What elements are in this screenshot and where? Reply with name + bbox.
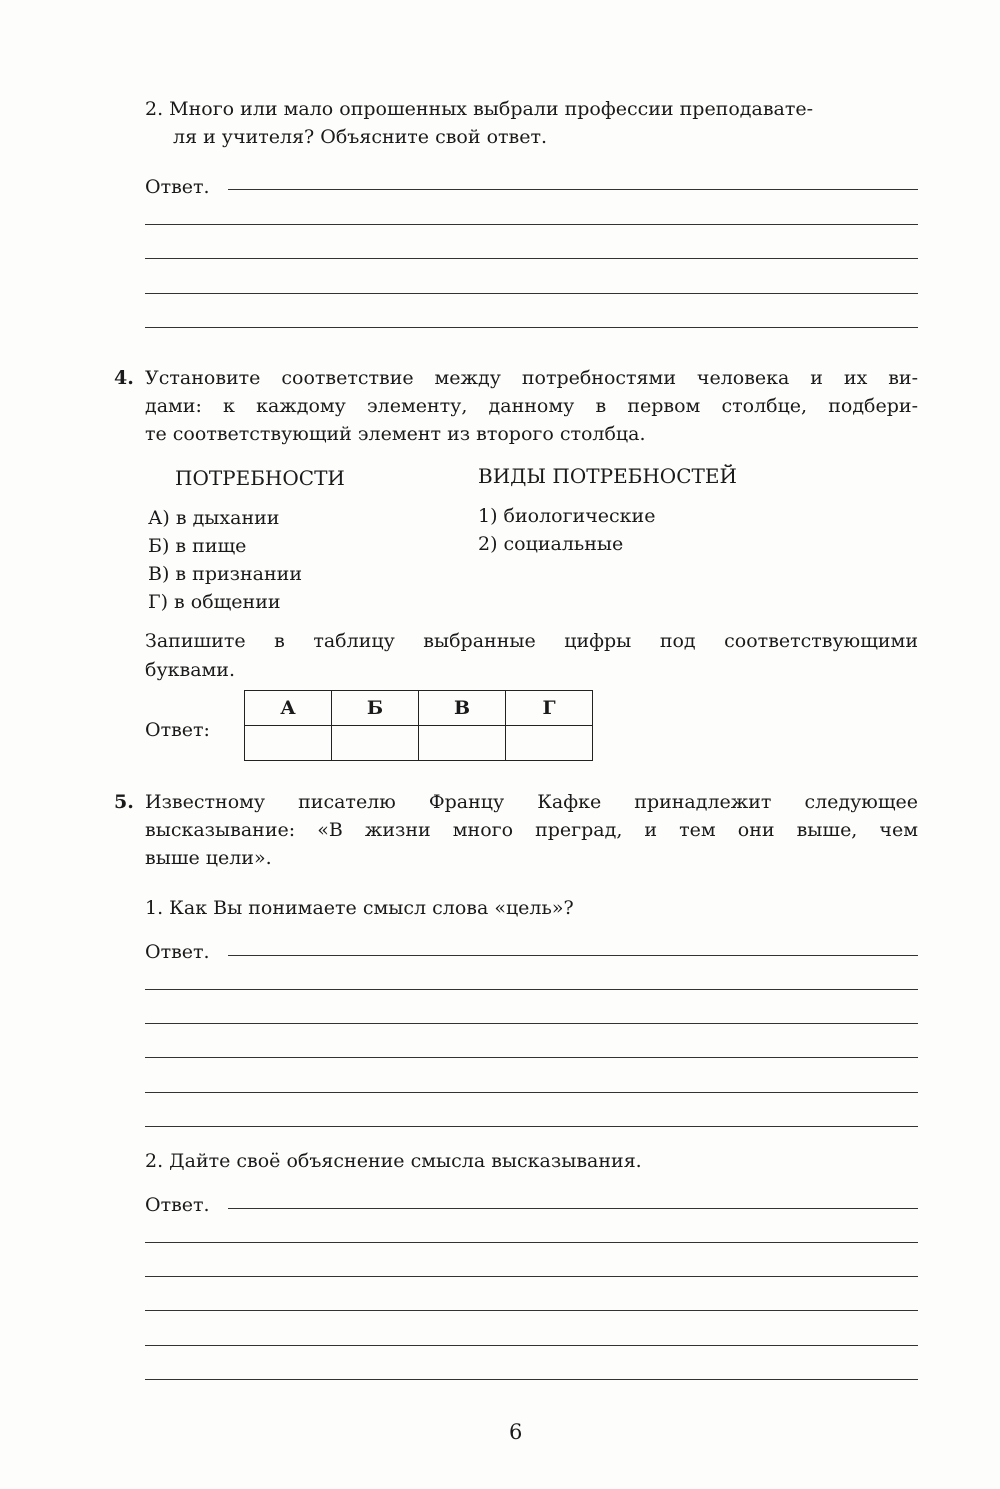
need-item: Б) в пище bbox=[148, 535, 247, 557]
answer-cell[interactable] bbox=[419, 726, 506, 761]
table-header: Б bbox=[332, 691, 419, 726]
answer-line[interactable] bbox=[145, 258, 918, 259]
answer-line[interactable] bbox=[145, 1276, 918, 1277]
q5-line2: высказывание: «В жизни много преград, и тем они выше, чем bbox=[145, 819, 918, 841]
need-item: Г) в общении bbox=[148, 591, 281, 613]
table-header: А bbox=[245, 691, 332, 726]
answer-line[interactable] bbox=[228, 955, 918, 956]
answer-line[interactable] bbox=[145, 1023, 918, 1024]
page-number: 6 bbox=[509, 1420, 523, 1444]
answer-line[interactable] bbox=[145, 293, 918, 294]
answer-line[interactable] bbox=[145, 224, 918, 225]
type-item: 2) социальные bbox=[478, 533, 624, 555]
col2-heading: ВИДЫ ПОТРЕБНОСТЕЙ bbox=[478, 464, 737, 488]
answer-label: Ответ. bbox=[145, 176, 210, 198]
answer-line[interactable] bbox=[145, 1242, 918, 1243]
answer-cell[interactable] bbox=[245, 726, 332, 761]
q5-line1: Известному писателю Францу Кафке принадлежит следующее bbox=[145, 791, 918, 813]
answer-cell[interactable] bbox=[332, 726, 419, 761]
answer-label: Ответ. bbox=[145, 941, 210, 963]
type-item: 1) биологические bbox=[478, 505, 656, 527]
answer-label: Ответ. bbox=[145, 1194, 210, 1216]
instruction-line2: буквами. bbox=[145, 659, 235, 681]
answer-line[interactable] bbox=[145, 989, 918, 990]
q4-line1: Установите соответствие между потребностями человека и их ви- bbox=[145, 367, 918, 389]
q4-line2: дами: к каждому элементу, данному в первом столбце, подбери- bbox=[145, 395, 918, 417]
q5-line3: выше цели». bbox=[145, 847, 272, 869]
answer-line[interactable] bbox=[228, 1208, 918, 1209]
q3-sub2-line1: 2. Много или мало опрошенных выбрали профессии преподавате- bbox=[145, 98, 814, 120]
answer-table bbox=[244, 690, 593, 761]
table-header: Г bbox=[506, 691, 593, 726]
answer-line[interactable] bbox=[145, 1310, 918, 1311]
answer-line[interactable] bbox=[145, 327, 918, 328]
answer-line[interactable] bbox=[145, 1057, 918, 1058]
need-item: А) в дыхании bbox=[148, 507, 280, 529]
answer-line[interactable] bbox=[145, 1092, 918, 1093]
instruction-line1: Запишите в таблицу выбранные цифры под соответствующими bbox=[145, 630, 918, 652]
q4-number: 4. bbox=[114, 367, 134, 389]
q5-sub2: 2. Дайте своё объяснение смысла высказывания. bbox=[145, 1150, 642, 1172]
table-answer-label: Ответ: bbox=[145, 719, 210, 741]
q4-line3: те соответствующий элемент из второго столбца. bbox=[145, 423, 646, 445]
q5-number: 5. bbox=[114, 791, 134, 813]
q5-sub1: 1. Как Вы понимаете смысл слова «цель»? bbox=[145, 897, 574, 919]
col1-heading: ПОТРЕБНОСТИ bbox=[175, 466, 345, 490]
table-header: В bbox=[419, 691, 506, 726]
answer-line[interactable] bbox=[145, 1126, 918, 1127]
answer-cell[interactable] bbox=[506, 726, 593, 761]
answer-line[interactable] bbox=[228, 189, 918, 190]
answer-line[interactable] bbox=[145, 1345, 918, 1346]
need-item: В) в признании bbox=[148, 563, 302, 585]
q3-sub2-line2: ля и учителя? Объясните свой ответ. bbox=[173, 126, 548, 148]
answer-line[interactable] bbox=[145, 1379, 918, 1380]
